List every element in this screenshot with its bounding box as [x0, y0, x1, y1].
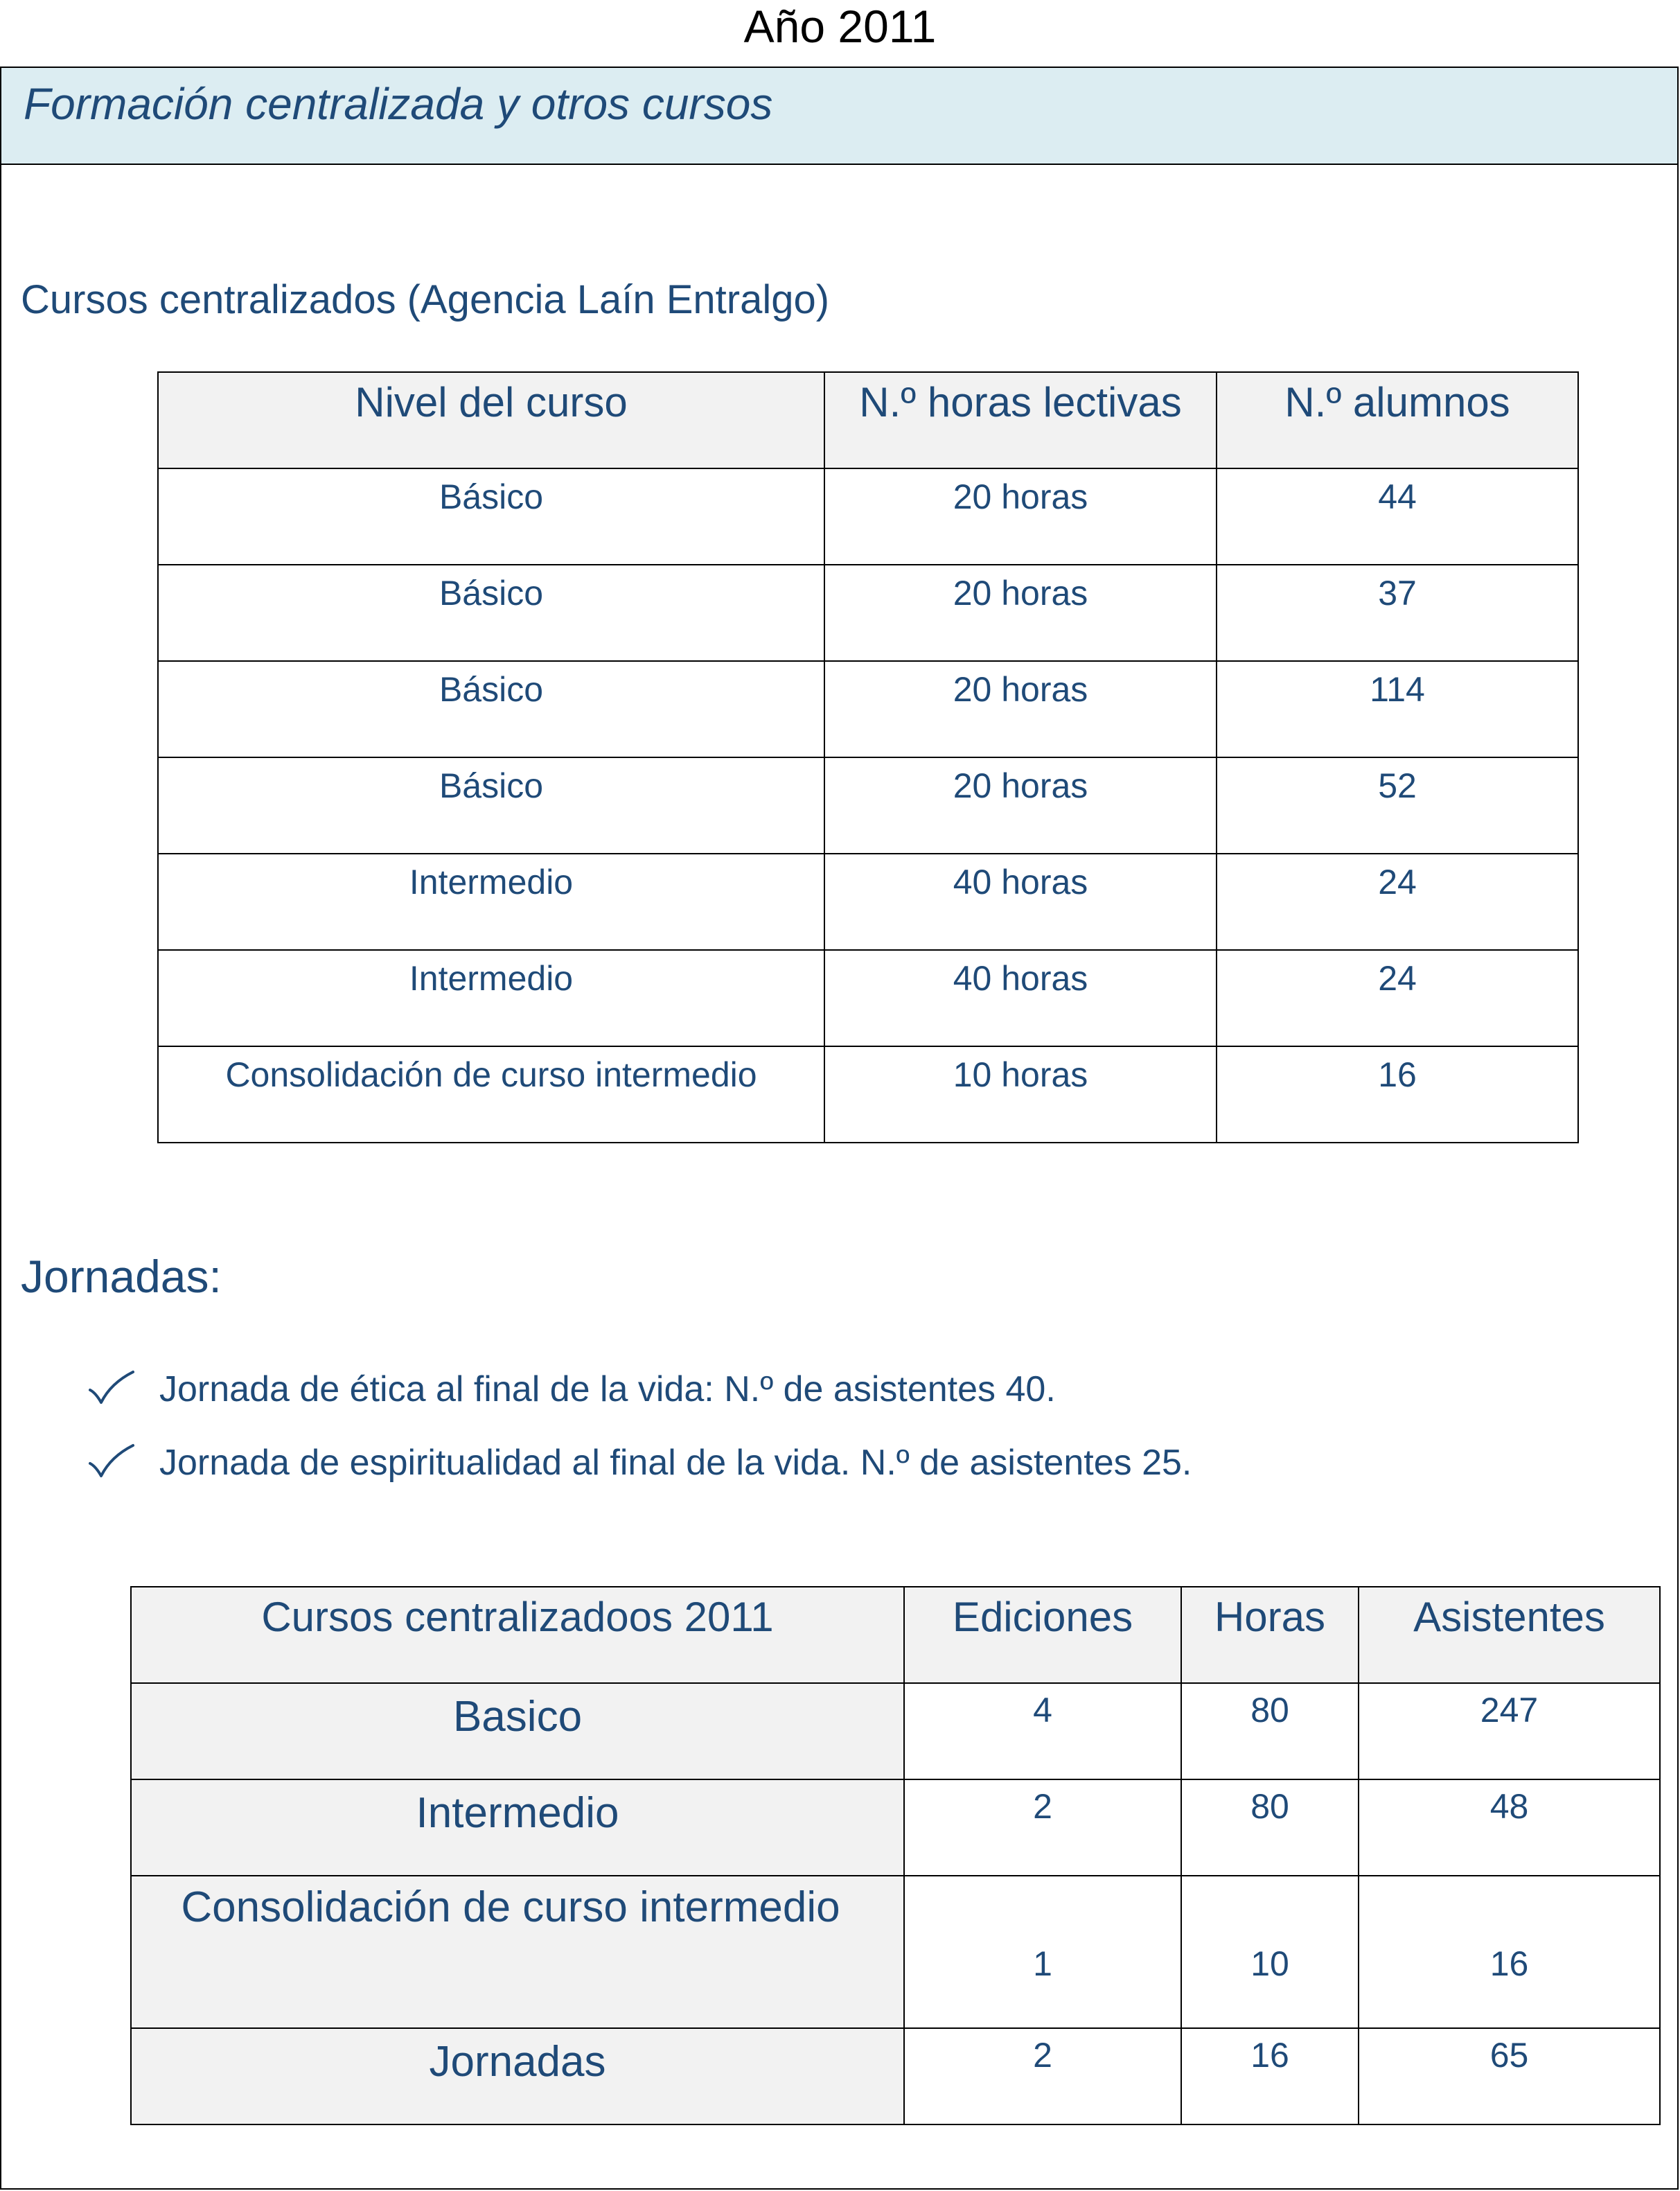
table-row — [158, 757, 1578, 854]
cell-nivel: Intermedio — [158, 854, 824, 950]
row-label: Consolidación de curso intermedio — [131, 1876, 904, 2028]
column-header-horas: N.º horas lectivas — [824, 372, 1217, 468]
column-header-cursos: Cursos centralizadoos 2011 — [131, 1587, 904, 1683]
page-title: Año 2011 — [743, 1, 937, 52]
row-label: Intermedio — [131, 1779, 904, 1876]
cell-horas: 20 horas — [824, 661, 1217, 757]
table-row — [158, 468, 1578, 565]
table-row — [131, 1876, 1660, 2028]
table-row — [158, 661, 1578, 757]
table-row — [158, 1046, 1578, 1143]
cell-alumnos: 44 — [1217, 468, 1578, 565]
section-band-title: Formación centralizada y otros cursos — [24, 79, 773, 129]
cell-alumnos: 37 — [1217, 565, 1578, 661]
list-item-text: Jornada de espiritualidad al final de la vida. N.º de asistentes 25. — [159, 1443, 1192, 1483]
cell-horas: 40 horas — [824, 950, 1217, 1046]
cell-asistentes: 65 — [1359, 2028, 1660, 2124]
cell-asistentes: 16 — [1359, 1876, 1660, 2028]
table-header-row — [158, 372, 1578, 468]
cell-horas: 16 — [1181, 2028, 1359, 2124]
cell-horas: 40 horas — [824, 854, 1217, 950]
column-header-asistentes: Asistentes — [1359, 1587, 1660, 1683]
cell-alumnos: 24 — [1217, 854, 1578, 950]
row-label: Jornadas — [131, 2028, 904, 2124]
table-header-row — [131, 1587, 1660, 1683]
jornadas-list — [0, 1365, 1680, 1512]
table-row — [158, 565, 1578, 661]
column-header-alumnos: N.º alumnos — [1217, 372, 1578, 468]
cell-horas: 80 — [1181, 1683, 1359, 1779]
cell-horas: 20 horas — [824, 565, 1217, 661]
cell-asistentes: 247 — [1359, 1683, 1660, 1779]
table-row — [131, 2028, 1660, 2124]
cell-ediciones: 4 — [904, 1683, 1181, 1779]
table-row — [158, 950, 1578, 1046]
cell-nivel: Básico — [158, 565, 824, 661]
column-header-ediciones: Ediciones — [904, 1587, 1181, 1683]
cursos-table — [157, 371, 1579, 1143]
table-row — [131, 1779, 1660, 1876]
cell-asistentes: 48 — [1359, 1779, 1660, 1876]
cell-horas: 10 horas — [824, 1046, 1217, 1143]
column-header-nivel: Nivel del curso — [158, 372, 824, 468]
cell-ediciones: 2 — [904, 2028, 1181, 2124]
cell-nivel: Básico — [158, 661, 824, 757]
cell-alumnos: 114 — [1217, 661, 1578, 757]
cell-horas: 10 — [1181, 1876, 1359, 2028]
checkmark-icon — [87, 1443, 136, 1479]
cell-ediciones: 2 — [904, 1779, 1181, 1876]
cell-nivel: Intermedio — [158, 950, 824, 1046]
list-item — [0, 1365, 1680, 1438]
jornadas-heading: Jornadas: — [21, 1251, 222, 1302]
checkmark-icon — [87, 1369, 136, 1405]
cell-nivel: Consolidación de curso intermedio — [158, 1046, 824, 1143]
cell-nivel: Básico — [158, 757, 824, 854]
cell-nivel: Básico — [158, 468, 824, 565]
cell-alumnos: 24 — [1217, 950, 1578, 1046]
list-item — [0, 1438, 1680, 1512]
table-row — [158, 854, 1578, 950]
cell-horas: 80 — [1181, 1779, 1359, 1876]
column-header-horas: Horas — [1181, 1587, 1359, 1683]
cell-alumnos: 52 — [1217, 757, 1578, 854]
cell-ediciones: 1 — [904, 1876, 1181, 2028]
list-item-text: Jornada de ética al final de la vida: N.º de asistentes 40. — [159, 1369, 1056, 1409]
table-row — [131, 1683, 1660, 1779]
row-label: Basico — [131, 1683, 904, 1779]
cell-alumnos: 16 — [1217, 1046, 1578, 1143]
cell-horas: 20 horas — [824, 757, 1217, 854]
cell-horas: 20 horas — [824, 468, 1217, 565]
cursos-heading: Cursos centralizados (Agencia Laín Entralgo) — [21, 277, 830, 322]
summary-table — [130, 1586, 1661, 2125]
